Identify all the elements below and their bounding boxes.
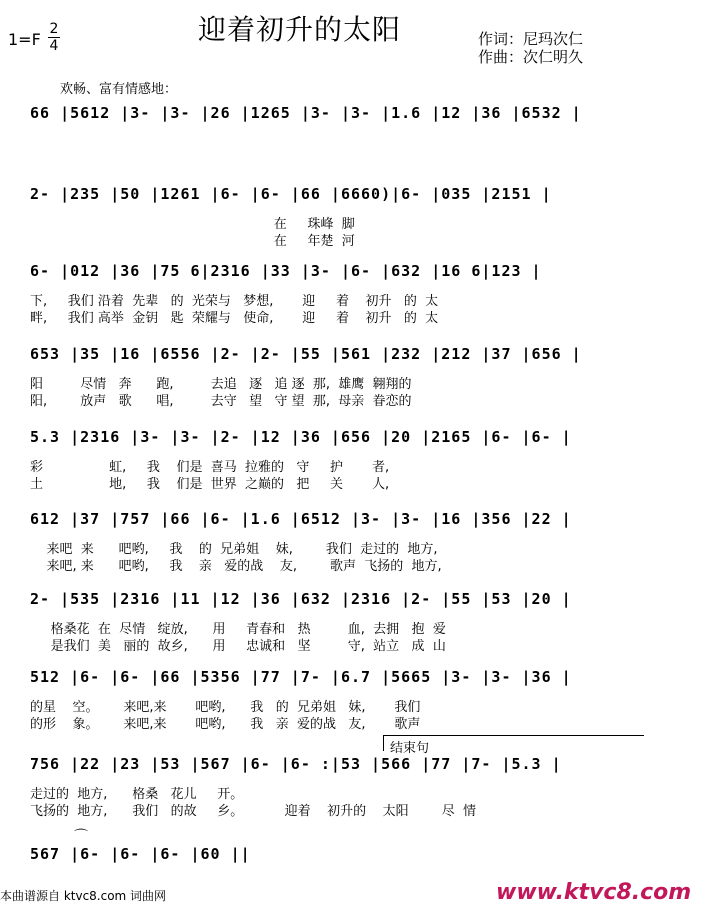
notation-line: 5.3 |2316 |3- |3- |2- |12 |36 |656 |20 |2165 |6- |6- | — [30, 428, 572, 446]
fermata-icon: ⌒ — [74, 829, 88, 845]
lyric-line: 格桑花 在 尽情 绽放, 用 青春和 热 血, 去拥 抱 爱 — [30, 622, 446, 637]
notation-line: 2- |535 |2316 |11 |12 |36 |632 |2316 |2- |55 |53 |20 | — [30, 590, 572, 608]
key-signature: 1=F — [8, 30, 41, 49]
notation-line: 6- |012 |36 |75 6|2316 |33 |3- |6- |632 |16 6|123 | — [30, 262, 542, 280]
lyric-line: 阳 尽情 奔 跑, 去追 逐 追 逐 那, 雄鹰 翱翔的 — [30, 377, 412, 392]
time-top: 2 — [49, 21, 59, 37]
notation-line: 66 |5612 |3- |3- |26 |1265 |3- |3- |1.6 |12 |36 |6532 | — [30, 104, 582, 122]
lyric-line: 在 年楚 河 — [30, 234, 355, 249]
lyric-line: 是我们 美 丽的 故乡, 用 忠诚和 坚 守, 站立 成 山 — [30, 639, 446, 654]
lyric-line: 畔, 我们 高举 金钥 匙 荣耀与 使命, 迎 着 初升 的 太 — [30, 311, 439, 326]
lyric-line: 下, 我们 沿着 先辈 的 光荣与 梦想, 迎 着 初升 的 太 — [30, 294, 439, 309]
notation-line: 756 |22 |23 |53 |567 |6- |6- :|53 |566 |77 |7- |5.3 | — [30, 755, 562, 773]
lyric-line: 来吧 来 吧哟, 我 的 兄弟姐 妹, 我们 走过的 地方, — [30, 542, 438, 557]
lyric-line: 的星 空。 来吧,来 吧哟, 我 的 兄弟姐 妹, 我们 — [30, 700, 421, 715]
notation-line: 612 |37 |757 |66 |6- |1.6 |6512 |3- |3- |16 |356 |22 | — [30, 510, 572, 528]
notation-line: 512 |6- |6- |66 |5356 |77 |7- |6.7 |5665 |3- |3- |36 | — [30, 668, 572, 686]
lyric-line: 土 地, 我 们是 世界 之巅的 把 关 人, — [30, 477, 390, 492]
footer-watermark: www.ktvc8.com — [496, 880, 692, 905]
lyric-line: 飞扬的 地方, 我们 的故 乡。 迎着 初升的 太阳 尽 情 — [30, 804, 476, 819]
composer: 作曲：次仁明久 — [478, 48, 584, 66]
notation-line: 653 |35 |16 |6556 |2- |2- |55 |561 |232 |212 |37 |656 | — [30, 345, 582, 363]
notation-line: 2- |235 |50 |1261 |6- |6- |66 |6660)|6- |035 |2151 | — [30, 185, 552, 203]
notation-line: 567 |6- |6- |6- |60 || — [30, 845, 251, 863]
time-signature — [48, 22, 60, 53]
lyric-line: 走过的 地方, 格桑 花儿 开。 — [30, 787, 244, 802]
tempo-marking: 欢畅、富有情感地： — [60, 82, 178, 97]
lyric-line: 阳, 放声 歌 唱, 去守 望 守 望 那, 母亲 眷恋的 — [30, 394, 412, 409]
lyric-line: 彩 虹, 我 们是 喜马 拉雅的 守 护 者, — [30, 460, 390, 475]
footer-source: 本曲谱源自 ktvc8.com 词曲网 — [0, 889, 167, 903]
ending-marker: 结束句 — [383, 735, 644, 751]
lyric-line: 在 珠峰 脚 — [30, 217, 355, 232]
lyric-line: 来吧, 来 吧哟, 我 亲 爱的战 友, 歌声 飞扬的 地方, — [30, 559, 442, 574]
time-bottom: 4 — [49, 38, 59, 54]
lyric-line: 的形 象。 来吧,来 吧哟, 我 亲 爱的战 友, 歌声 — [30, 717, 421, 732]
lyricist: 作词：尼玛次仁 — [478, 30, 584, 48]
song-title: 迎着初升的太阳 — [198, 13, 402, 46]
